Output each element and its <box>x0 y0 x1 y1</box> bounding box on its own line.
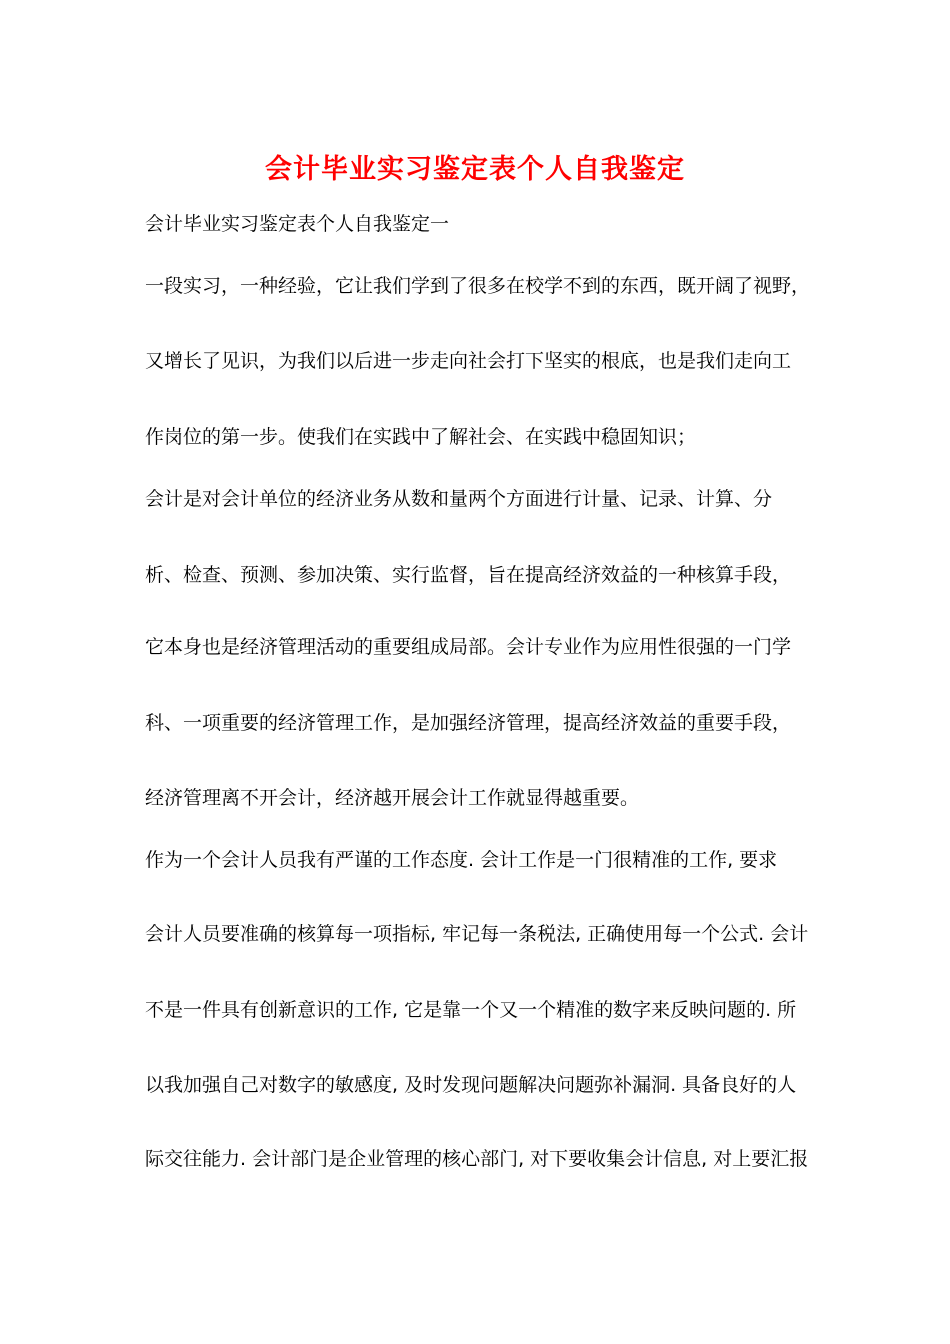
paragraph-line: 又增长了见识，为我们以后进一步走向社会打下坚实的根底，也是我们走向工 <box>145 350 792 372</box>
paragraph-line: 析、检查、预测、参加决策、实行监督，旨在提高经济效益的一种核算手段， <box>145 564 792 586</box>
paragraph-line: 作为一个会计人员我有严谨的工作态度. 会计工作是一门很精准的工作, 要求 <box>145 849 778 871</box>
paragraph-line: 会计是对会计单位的经济业务从数和量两个方面进行计量、记录、计算、分 <box>145 488 773 510</box>
paragraph-line: 不是一件具有创新意识的工作, 它是靠一个又一个精准的数字来反映问题的. 所 <box>145 999 797 1021</box>
paragraph-line: 以我加强自己对数字的敏感度, 及时发现问题解决问题弥补漏洞. 具备良好的人 <box>145 1074 797 1096</box>
paragraph-line: 会计人员要准确的核算每一项指标, 牢记每一条税法, 正确使用每一个公式. 会计 <box>145 923 809 945</box>
section-heading: 会计毕业实习鉴定表个人自我鉴定一 <box>145 213 450 235</box>
paragraph-line: 际交往能力. 会计部门是企业管理的核心部门, 对下要收集会计信息, 对上要汇报 <box>145 1148 809 1170</box>
paragraph-line: 科、一项重要的经济管理工作，是加强经济管理，提高经济效益的重要手段， <box>145 712 792 734</box>
paragraph-line: 一段实习，一种经验，它让我们学到了很多在校学不到的东西，既开阔了视野， <box>145 275 811 297</box>
paragraph-line: 经济管理离不开会计，经济越开展会计工作就显得越重要。 <box>145 787 640 809</box>
document-title: 会计毕业实习鉴定表个人自我鉴定 <box>265 154 685 185</box>
paragraph-line: 作岗位的第一步。使我们在实践中了解社会、在实践中稳固知识； <box>145 426 697 448</box>
paragraph-line: 它本身也是经济管理活动的重要组成局部。会计专业作为应用性很强的一门学 <box>145 636 792 658</box>
